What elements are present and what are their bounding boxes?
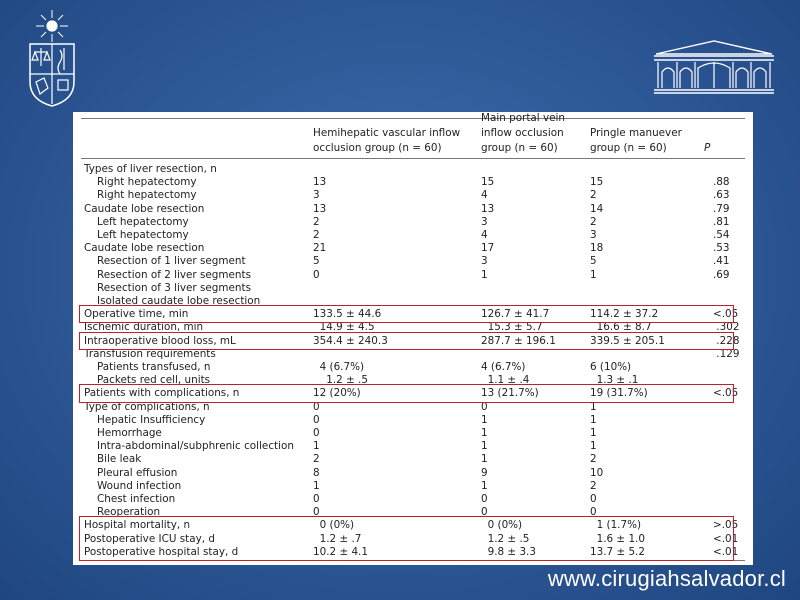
cell-hemihepatic: 5: [313, 255, 320, 268]
cell-hemihepatic: 13: [313, 176, 327, 189]
cell-pringle: 0: [590, 493, 597, 505]
header-pringle: [590, 126, 682, 156]
cell-hemihepatic: 1: [313, 440, 320, 453]
row-label: Transfusion requirements: [84, 347, 216, 360]
header-hemihepatic: [313, 126, 460, 156]
row-label: Hospital mortality, n: [84, 519, 191, 532]
cell-hemihepatic: 8: [313, 466, 320, 479]
table-row: [73, 203, 753, 216]
row-label: Resection of 1 liver segment: [97, 255, 246, 268]
cell-p-value: .79: [713, 202, 730, 215]
cell-hemihepatic: 0: [313, 493, 320, 505]
row-label: Right hepatectomy: [97, 176, 197, 189]
cell-p-value: .302: [713, 321, 740, 334]
cell-hemihepatic: 4 (6.7%): [313, 361, 365, 373]
table-row: [73, 282, 753, 295]
header-line: occlusion group (n = 60): [313, 142, 442, 154]
cell-pringle: 1: [590, 427, 597, 439]
row-label: Caudate lobe resection: [84, 202, 205, 215]
cell-pringle: 6 (10%): [590, 361, 632, 373]
cell-hemihepatic: 0: [313, 400, 320, 413]
table-row: [73, 453, 753, 466]
cell-hemihepatic: 14.9 ± 4.5: [313, 321, 375, 334]
cell-hemihepatic: 1.2 ± .7: [313, 532, 362, 545]
table-row: [73, 427, 753, 440]
cell-p-value: <.05: [713, 387, 739, 400]
cell-main-portal: 17: [481, 242, 495, 255]
header-line: Main portal vein: [481, 112, 565, 124]
header-line: Pringle manuever: [590, 127, 682, 139]
row-label: Bile leak: [97, 453, 142, 466]
table-sheet: [73, 112, 753, 565]
cell-hemihepatic: 0: [313, 268, 320, 281]
row-label: Types of liver resection, n: [84, 163, 217, 175]
cell-hemihepatic: 0: [313, 413, 320, 426]
cell-pringle: 1.6 ± 1.0: [590, 532, 645, 545]
row-label: Wound infection: [97, 479, 182, 492]
cell-p-value: .81: [713, 215, 730, 228]
table-row: [73, 493, 753, 506]
cell-hemihepatic: 2: [313, 229, 320, 241]
cell-hemihepatic: 1: [313, 479, 320, 492]
header-main-portal: [481, 112, 565, 156]
cell-main-portal: 1.1 ± .4: [481, 374, 530, 387]
cell-main-portal: 1: [481, 413, 488, 426]
website-url: www.cirugiahsalvador.cl: [547, 566, 786, 591]
highlight-box: [79, 332, 734, 350]
row-label: Operative time, min: [84, 308, 189, 321]
header-p: [704, 141, 710, 156]
cell-pringle: 1: [590, 413, 597, 426]
cell-p-value: .53: [713, 242, 730, 255]
cell-main-portal: 287.7 ± 196.1: [481, 334, 556, 347]
cell-main-portal: 4: [481, 189, 488, 202]
table-row: [73, 242, 753, 255]
cell-main-portal: 4: [481, 229, 488, 241]
cell-hemihepatic: 0: [313, 506, 320, 519]
cell-pringle: 114.2 ± 37.2: [590, 308, 659, 321]
table-row: [73, 361, 753, 374]
cell-pringle: 2: [590, 453, 597, 466]
cell-hemihepatic: 1.2 ± .5: [313, 374, 368, 387]
cell-hemihepatic: 0: [313, 427, 320, 439]
cell-main-portal: 1: [481, 479, 488, 492]
row-label: Postoperative hospital stay, d: [84, 545, 239, 558]
row-label: Resection of 2 liver segments: [97, 268, 251, 281]
cell-hemihepatic: 2: [313, 215, 320, 228]
table-row: [73, 189, 753, 202]
cell-pringle: 18: [590, 242, 604, 255]
row-label: Patients with complications, n: [84, 387, 240, 400]
table-row: [73, 414, 753, 427]
row-label: Intraoperative blood loss, mL: [84, 334, 236, 347]
cell-p-value: .228: [713, 334, 740, 347]
header-line: group (n = 60): [590, 142, 667, 154]
row-label: Pleural effusion: [97, 466, 178, 479]
cell-pringle: 1 (1.7%): [590, 519, 642, 532]
row-label: Type of complications, n: [84, 400, 210, 413]
cell-main-portal: 0: [481, 506, 488, 519]
cell-hemihepatic: 2: [313, 453, 320, 466]
row-label: Ischemic duration, min: [84, 321, 204, 334]
table-row: [73, 176, 753, 189]
cell-hemihepatic: 0 (0%): [313, 519, 355, 532]
row-label: Postoperative ICU stay, d: [84, 532, 215, 545]
cell-main-portal: 13: [481, 202, 495, 215]
cell-main-portal: 3: [481, 215, 488, 228]
cell-p-value: .63: [713, 189, 730, 202]
table-header-rule: [81, 158, 745, 159]
cell-main-portal: 9: [481, 466, 488, 479]
cell-pringle: 0: [590, 506, 597, 519]
table-row: [73, 216, 753, 229]
row-label: Hemorrhage: [97, 427, 162, 439]
row-label: Chest infection: [97, 493, 176, 505]
cell-hemihepatic: 10.2 ± 4.1: [313, 545, 368, 558]
cell-pringle: 339.5 ± 205.1: [590, 334, 665, 347]
cell-pringle: 13.7 ± 5.2: [590, 545, 645, 558]
table-row: [73, 269, 753, 282]
table-row: [73, 467, 753, 480]
cell-pringle: 1: [590, 268, 597, 281]
row-label: Packets red cell, units: [97, 374, 211, 387]
cell-pringle: 19 (31.7%): [590, 387, 648, 400]
highlight-box: [79, 384, 734, 402]
header-line: group (n = 60): [481, 142, 558, 154]
cell-pringle: 15: [590, 176, 604, 189]
cell-pringle: 16.6 ± 8.7: [590, 321, 652, 334]
cell-pringle: 2: [590, 479, 597, 492]
cell-pringle: 1.3 ± .1: [590, 374, 639, 387]
cell-p-value: .88: [713, 176, 730, 189]
table-row: [73, 480, 753, 493]
cell-p-value: .41: [713, 255, 730, 268]
cell-pringle: 10: [590, 466, 604, 479]
row-label: Left hepatectomy: [97, 229, 189, 241]
cell-main-portal: 1: [481, 453, 488, 466]
header-line: inflow occlusion: [481, 127, 564, 139]
cell-main-portal: 4 (6.7%): [481, 361, 526, 373]
table-top-rule: [81, 118, 745, 119]
cell-main-portal: 1: [481, 268, 488, 281]
cell-hemihepatic: 133.5 ± 44.6: [313, 308, 382, 321]
cell-main-portal: 1.2 ± .5: [481, 532, 530, 545]
cell-pringle: 14: [590, 202, 604, 215]
row-label: Right hepatectomy: [97, 189, 197, 202]
cell-hemihepatic: 13: [313, 202, 327, 215]
cell-pringle: 5: [590, 255, 597, 268]
cell-main-portal: 15.3 ± 5.7: [481, 321, 543, 334]
row-label: Isolated caudate lobe resection: [97, 295, 261, 307]
cell-p-value: <.05: [713, 308, 739, 321]
cell-pringle: 2: [590, 215, 597, 228]
header-line: P: [704, 142, 711, 154]
table-row: [73, 163, 753, 176]
cell-main-portal: 1: [481, 427, 488, 439]
row-label: Hepatic Insufficiency: [97, 413, 206, 426]
highlight-box: [79, 516, 734, 561]
cell-main-portal: 1: [481, 440, 488, 453]
cell-hemihepatic: 3: [313, 189, 320, 202]
cell-hemihepatic: 354.4 ± 240.3: [313, 334, 388, 347]
row-label: Patients transfused, n: [97, 361, 211, 373]
cell-main-portal: 0 (0%): [481, 519, 523, 532]
cell-p-value: >.05: [713, 519, 739, 532]
cell-pringle: 2: [590, 189, 597, 202]
table-row: [73, 255, 753, 268]
cell-hemihepatic: 12 (20%): [313, 387, 361, 400]
row-label: Left hepatectomy: [97, 215, 189, 228]
results-table: [73, 112, 753, 565]
row-label: Intra-abdominal/subphrenic collection: [97, 440, 294, 453]
cell-main-portal: 9.8 ± 3.3: [481, 545, 536, 558]
row-label: Reoperation: [97, 506, 161, 519]
header-line: Hemihepatic vascular inflow: [313, 127, 461, 139]
cell-p-value: .69: [713, 268, 730, 281]
cell-main-portal: 0: [481, 400, 488, 413]
highlight-box: [79, 305, 734, 323]
university-crest-icon: [24, 8, 80, 108]
row-label: Caudate lobe resection: [84, 242, 205, 255]
cell-pringle: 1: [590, 440, 597, 453]
cell-main-portal: 0: [481, 493, 488, 505]
cell-p-value: <.01: [713, 545, 739, 558]
cell-hemihepatic: 21: [313, 242, 327, 255]
hospital-building-icon: [652, 38, 776, 94]
cell-main-portal: 3: [481, 255, 488, 268]
table-row: [73, 229, 753, 242]
table-row: [73, 440, 753, 453]
cell-main-portal: 15: [481, 176, 495, 189]
cell-main-portal: 13 (21.7%): [481, 387, 539, 400]
cell-pringle: 1: [590, 400, 597, 413]
cell-p-value: .129: [713, 347, 740, 360]
cell-p-value: .54: [713, 229, 730, 241]
cell-p-value: <.01: [713, 532, 739, 545]
cell-main-portal: 126.7 ± 41.7: [481, 308, 550, 321]
row-label: Resection of 3 liver segments: [97, 281, 251, 294]
cell-pringle: 3: [590, 229, 597, 241]
